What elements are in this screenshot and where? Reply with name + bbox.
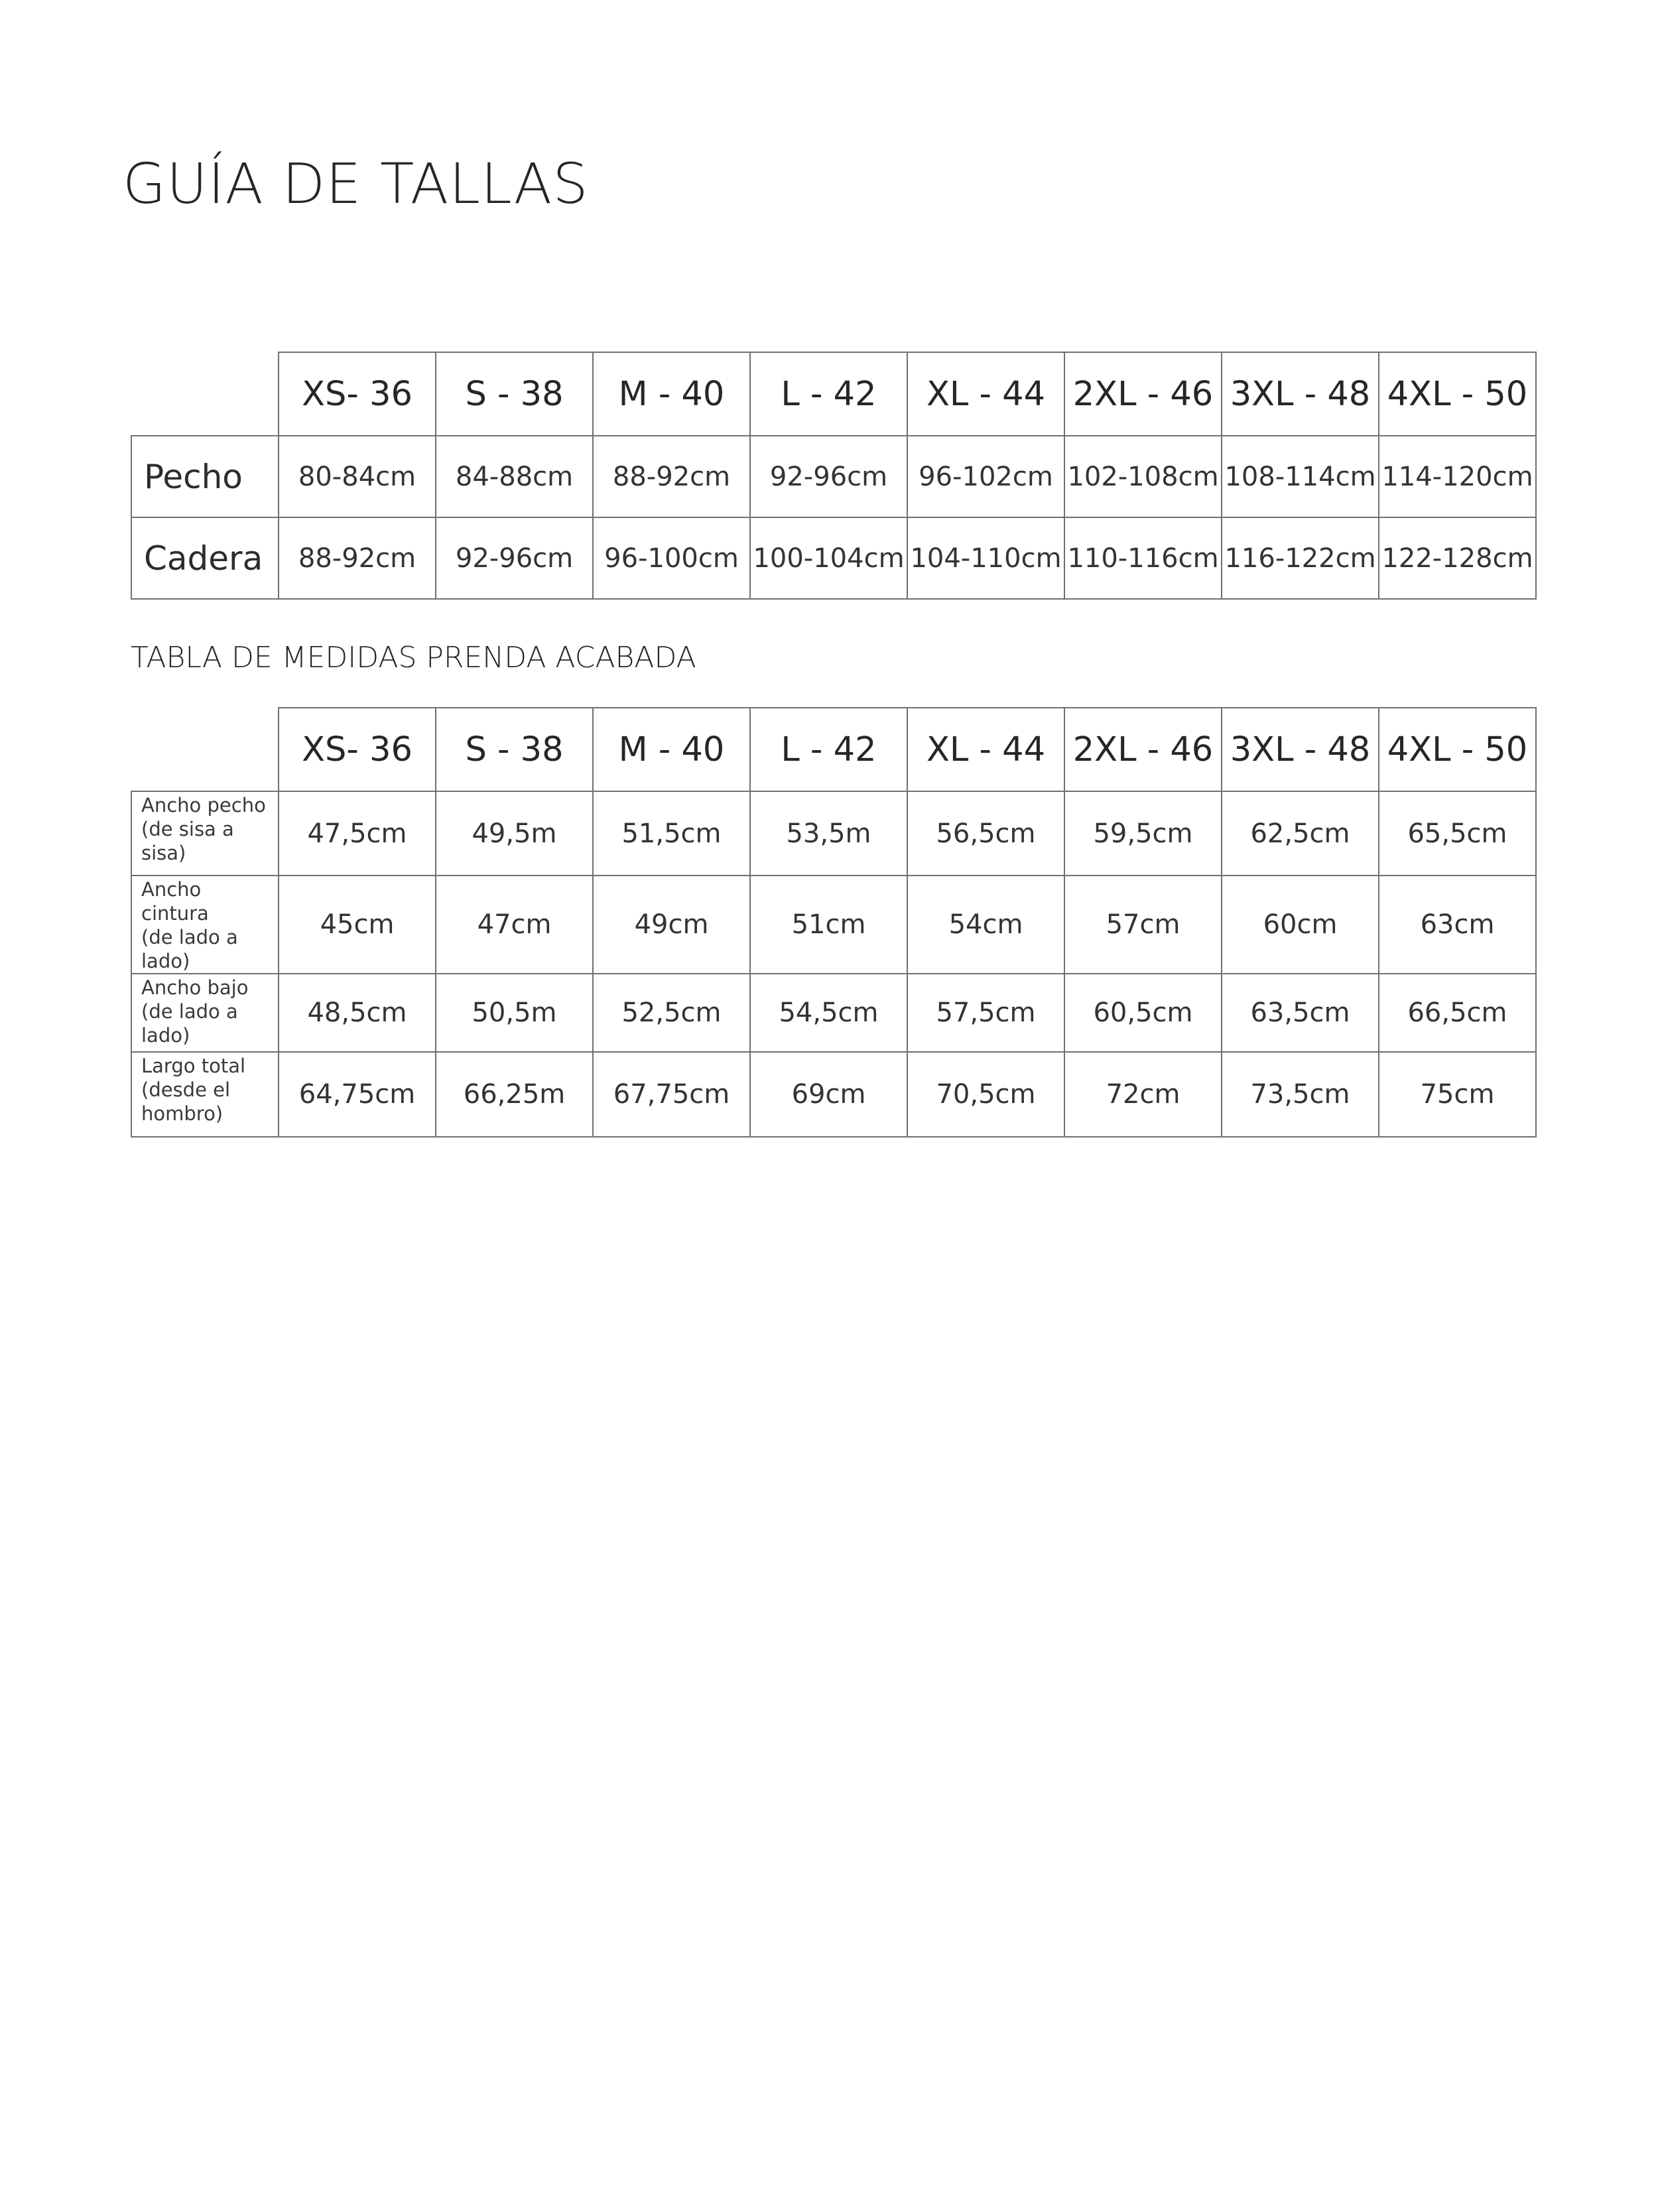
table-cell: 72cm <box>1064 1052 1222 1137</box>
table-cell: 110-116cm <box>1064 517 1222 599</box>
table-cell: 116-122cm <box>1222 517 1379 599</box>
row-label <box>131 876 279 974</box>
table-cell: 80-84cm <box>279 436 436 517</box>
row-label-line: Ancho bajo <box>141 976 249 999</box>
row-label-line: (de lado a <box>141 1000 238 1023</box>
row-label-line: Largo total <box>141 1055 246 1077</box>
row-label-line: lado) <box>141 1024 190 1047</box>
table-cell: 96-102cm <box>907 436 1064 517</box>
table-cell: 104-110cm <box>907 517 1064 599</box>
size-header: S - 38 <box>436 352 593 436</box>
table-corner-cell <box>131 352 279 436</box>
table-cell: 69cm <box>750 1052 907 1137</box>
row-label: Cadera <box>131 517 279 599</box>
table-cell: 114-120cm <box>1379 436 1536 517</box>
row-label: Pecho <box>131 436 279 517</box>
body-measurements-table <box>131 352 1537 600</box>
table-cell: 48,5cm <box>279 974 436 1052</box>
size-header: L - 42 <box>750 708 907 791</box>
size-header: XL - 44 <box>907 352 1064 436</box>
row-label-line: (desde el <box>141 1078 231 1101</box>
size-header: XS- 36 <box>279 352 436 436</box>
table-cell: 88-92cm <box>279 517 436 599</box>
table-cell: 47,5cm <box>279 791 436 876</box>
table-cell: 63,5cm <box>1222 974 1379 1052</box>
table-cell: 66,5cm <box>1379 974 1536 1052</box>
table-cell: 57cm <box>1064 876 1222 974</box>
size-header: 2XL - 46 <box>1064 352 1222 436</box>
table-cell: 59,5cm <box>1064 791 1222 876</box>
row-label-line: Ancho cintura <box>141 878 209 925</box>
table-cell: 51cm <box>750 876 907 974</box>
table-cell: 88-92cm <box>593 436 750 517</box>
table-cell: 45cm <box>279 876 436 974</box>
table-cell: 60cm <box>1222 876 1379 974</box>
table-row <box>131 517 1536 599</box>
finished-garment-table <box>131 707 1537 1138</box>
table-cell: 53,5m <box>750 791 907 876</box>
table-cell: 100-104cm <box>750 517 907 599</box>
table-row <box>131 974 1536 1052</box>
table-cell: 92-96cm <box>750 436 907 517</box>
size-header: M - 40 <box>593 708 750 791</box>
size-header: 4XL - 50 <box>1379 708 1536 791</box>
table-cell: 63cm <box>1379 876 1536 974</box>
table-cell: 49,5m <box>436 791 593 876</box>
table-row <box>131 876 1536 974</box>
page-title: GUÍA DE TALLAS <box>123 151 589 216</box>
table-cell: 108-114cm <box>1222 436 1379 517</box>
table-cell: 64,75cm <box>279 1052 436 1137</box>
table-cell: 67,75cm <box>593 1052 750 1137</box>
table-cell: 52,5cm <box>593 974 750 1052</box>
table-cell: 50,5m <box>436 974 593 1052</box>
table-row <box>131 436 1536 517</box>
table-cell: 73,5cm <box>1222 1052 1379 1137</box>
table-cell: 66,25m <box>436 1052 593 1137</box>
size-header: L - 42 <box>750 352 907 436</box>
size-header: XS- 36 <box>279 708 436 791</box>
table-cell: 102-108cm <box>1064 436 1222 517</box>
size-header: 3XL - 48 <box>1222 708 1379 791</box>
table-cell: 75cm <box>1379 1052 1536 1137</box>
row-label <box>131 791 279 876</box>
table-corner-cell <box>131 708 279 791</box>
table-row <box>131 791 1536 876</box>
table-cell: 62,5cm <box>1222 791 1379 876</box>
row-label-line: hombro) <box>141 1102 223 1125</box>
table-cell: 56,5cm <box>907 791 1064 876</box>
size-header: S - 38 <box>436 708 593 791</box>
table-cell: 57,5cm <box>907 974 1064 1052</box>
table-header-row <box>131 352 1536 436</box>
finished-table-title: TABLA DE MEDIDAS PRENDA ACABADA <box>131 641 696 675</box>
table-header-row <box>131 708 1536 791</box>
size-header: M - 40 <box>593 352 750 436</box>
table-cell: 60,5cm <box>1064 974 1222 1052</box>
table-cell: 47cm <box>436 876 593 974</box>
table-cell: 122-128cm <box>1379 517 1536 599</box>
table-cell: 54cm <box>907 876 1064 974</box>
size-header: 2XL - 46 <box>1064 708 1222 791</box>
row-label <box>131 1052 279 1137</box>
table-cell: 70,5cm <box>907 1052 1064 1137</box>
table-cell: 65,5cm <box>1379 791 1536 876</box>
table-cell: 49cm <box>593 876 750 974</box>
table-cell: 51,5cm <box>593 791 750 876</box>
row-label-line: Ancho pecho <box>141 794 266 816</box>
row-label-line: (de sisa a sisa) <box>141 818 234 864</box>
table-row <box>131 1052 1536 1137</box>
size-header: XL - 44 <box>907 708 1064 791</box>
table-cell: 92-96cm <box>436 517 593 599</box>
table-cell: 54,5cm <box>750 974 907 1052</box>
table-cell: 96-100cm <box>593 517 750 599</box>
size-header: 3XL - 48 <box>1222 352 1379 436</box>
row-label-line: lado) <box>141 950 190 972</box>
row-label-line: (de lado a <box>141 926 238 948</box>
row-label <box>131 974 279 1052</box>
size-header: 4XL - 50 <box>1379 352 1536 436</box>
table-cell: 84-88cm <box>436 436 593 517</box>
